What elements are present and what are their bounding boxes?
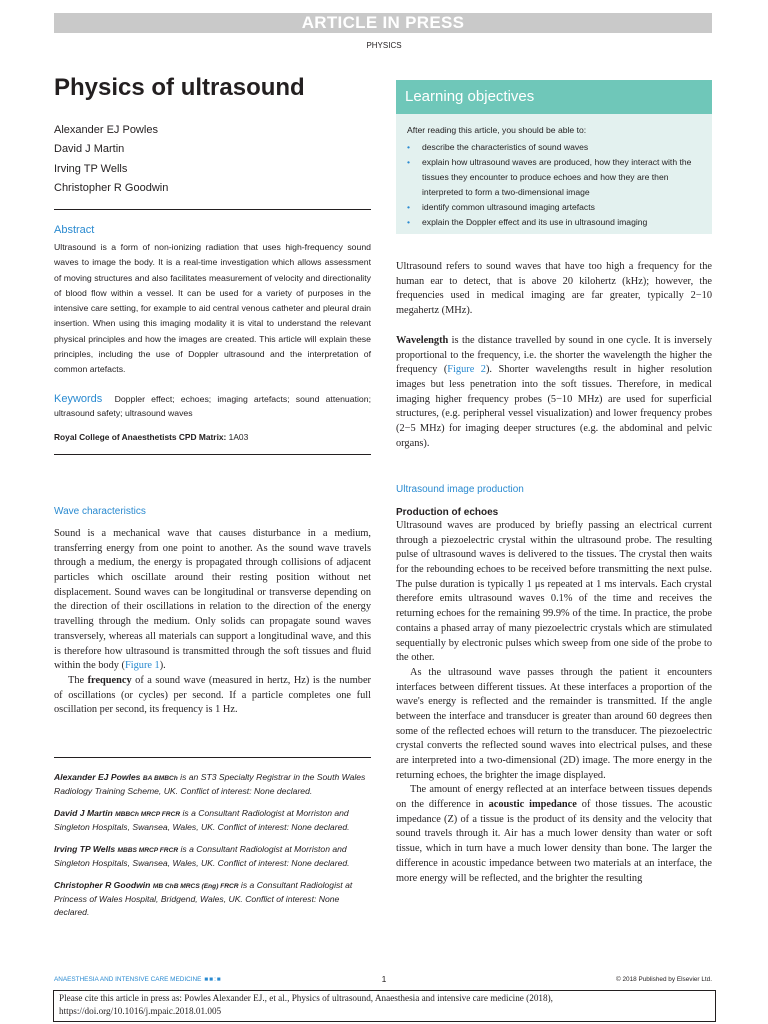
bullet-icon: • <box>407 202 411 212</box>
text-span: The amount of energy reflected at an interface between tissues depends on the difference in <box>396 784 712 811</box>
divider <box>54 209 371 210</box>
intro-paragraph <box>396 260 712 319</box>
author-bios <box>54 771 371 928</box>
keywords <box>54 392 371 420</box>
cpd-matrix <box>54 432 248 442</box>
divider <box>54 454 371 455</box>
banner-text: ARTICLE IN PRESS <box>301 13 465 32</box>
objective-item <box>407 155 707 200</box>
cpd-value: 1A03 <box>228 432 249 442</box>
citation-box: Please cite this article in press as: Powles Alexander EJ., et al., Physics of ultrasound, Anaesthesia and intensive care medicine (2018), https://doi.org/10.1016/j.mpaic.2018.01.005 <box>53 990 716 1022</box>
paragraph <box>396 783 712 886</box>
paragraph <box>396 334 712 452</box>
objective-text: explain the Doppler effect and its use in ultrasound imaging <box>422 217 648 227</box>
bio-credentials: MB ChB MRCS (Eng) FRCR <box>152 883 239 890</box>
bullet-icon: • <box>407 157 411 167</box>
bio-text: is a Consultant Radiologist at Morriston and Singleton Hospitals, Swansea, Wales, UK. Conflict of interest: None declared. <box>54 844 350 868</box>
image-production-heading: Ultrasound image production <box>396 484 524 495</box>
keywords-label: Keywords <box>54 393 103 405</box>
cpd-label: Royal College of Anaesthetists CPD Matrix: <box>54 432 227 442</box>
text-span: of a sound wave (measured in hertz, Hz) is the number of oscillations (or cycles) per second. If a particle completes one full oscillation per second, its frequency is 1 Hz. <box>54 674 371 716</box>
bio-credentials: MBBS MRCP FRCR <box>117 847 179 854</box>
paragraph: Ultrasound refers to sound waves that have too high a frequency for the human ear to detect, that is above 20 kilohertz (kHz); however, the frequencies used in medical imaging are far greater, typically 2−10 megahertz (MHz). <box>396 261 712 317</box>
production-of-echoes-heading: Production of echoes <box>396 507 499 518</box>
text-span: ). Shorter wavelengths result in higher resolution images but less penetration into the soft tissues. Therefore, in medical imaging higher frequency probes (5−10 MHz) are used for superficial structures, (e.g. peripheral vessel visualization) and lower frequency probes (2−5 MHz) for imaging deeper structures (e.g. the abdominal and pelvic organs). <box>396 364 712 449</box>
learning-objectives-intro: After reading this article, you should be able to: <box>407 125 587 135</box>
divider <box>54 757 371 758</box>
echoes-body <box>396 519 712 886</box>
text-span: is the distance travelled by sound in one cycle. It is inversely proportional to the frequency, i.e. the shorter the wavelength the higher the frequency ( <box>396 335 712 376</box>
bold-term: Wavelength <box>396 335 449 346</box>
bio-name: Irving TP Wells <box>54 844 116 854</box>
author-bio <box>54 843 371 870</box>
learning-objectives-list <box>407 140 707 230</box>
text-span: ). <box>159 660 166 672</box>
bio-credentials: BA BMBCh <box>142 775 178 782</box>
author-name: Christopher R Goodwin <box>54 181 169 194</box>
author-name: Irving TP Wells <box>54 162 128 175</box>
author-bio <box>54 807 371 834</box>
learning-objectives-title: Learning objectives <box>405 88 535 105</box>
wave-characteristics-body <box>54 527 371 718</box>
figure-2-link[interactable]: Figure 2 <box>447 364 486 376</box>
bold-term: frequency <box>87 674 132 686</box>
paragraph <box>54 674 371 718</box>
objective-item <box>407 215 707 230</box>
author-list <box>54 121 168 198</box>
abstract-heading: Abstract <box>54 224 95 236</box>
paragraph <box>54 527 371 674</box>
abstract-text: Ultrasound is a form of non-ionizing radiation that uses high-frequency sound waves to image the body. It is a real-time investigation which allows assessment of moving structures and also facilitates measurement of velocity and directionality of blood flow within a vessel. It can be used for a variety of purposes in the intensive care setting, for example to aid central venous catheter and pleural drain insertion. When using this imaging modality it is vital to understand the relevant physical principles and how the images are created. This article will explain these principles, including the use of Doppler ultrasound and the interpretation of common artefacts. <box>54 242 371 375</box>
objective-text: identify common ultrasound imaging artefacts <box>422 202 595 212</box>
figure-1-link[interactable]: Figure 1 <box>124 660 160 672</box>
objective-item <box>407 140 707 155</box>
bio-text: is a Consultant Radiologist at Princess of Wales Hospital, Bridgend, Wales, UK. Conflict of interest: None declared. <box>54 880 353 917</box>
bio-name: David J Martin <box>54 808 113 818</box>
bio-name: Christopher R Goodwin <box>54 880 151 890</box>
author-name: Alexander EJ Powles <box>54 124 158 136</box>
text-span: of those tissues. The acoustic impedance (Z) of a tissue is the product of its density and the velocity that sound travels through it. Air has a much lower density than water or soft tissue, which in turn have a much lower density than bone. The larger the difference in acoustic impedance between two materials at an interface, the more energy will be reflected, and the brighter the resulting <box>396 799 713 884</box>
author-name: David J Martin <box>54 143 125 156</box>
wavelength-paragraph <box>396 334 712 452</box>
learning-objectives-box <box>396 80 712 234</box>
copyright: © 2018 Published by Elsevier Ltd. <box>615 976 712 983</box>
author-bio <box>54 879 371 919</box>
wave-characteristics-heading: Wave characteristics <box>54 506 146 517</box>
article-title: Physics of ultrasound <box>54 74 305 101</box>
bio-name: Alexander EJ Powles <box>54 772 141 782</box>
text-span: The <box>68 674 88 686</box>
bullet-icon: • <box>407 142 411 152</box>
article-in-press-banner <box>54 13 712 33</box>
page-number: 1 <box>381 974 387 984</box>
bio-credentials: MBBCh MRCP FRCR <box>115 811 181 818</box>
learning-objectives-header <box>396 80 712 114</box>
objective-item <box>407 200 707 215</box>
issue-squares-icon: ■■:■ <box>204 976 222 983</box>
objective-text: explain how ultrasound waves are produced, how they interact with the tissues they encounter to produce echoes and how they are then interpreted to form a two-dimensional image <box>422 157 692 197</box>
author-bio <box>54 771 371 798</box>
paragraph: Ultrasound waves are produced by briefly passing an electrical current through a piezoelectric crystal within the ultrasound probe. The resulting pulse of ultrasound waves is delivered to the tissues. The crystal then waits for the rebounding echoes to be received before transmitting the next pulse. The pulse duration is typically 1 μs repeated at 1 ms intervals. Each crystal therefore emits ultrasound waves 0.1% of the time and receives the returning echoes for the remaining 99.9% of the time. In practice, the probe contains a phased array of many piezoelectric crystals which are stimulated sequentially by electronic pulses which sweep from one side of the probe to the other. <box>396 520 712 664</box>
journal-text: ANAESTHESIA AND INTENSIVE CARE MEDICINE <box>54 976 202 983</box>
paragraph: As the ultrasound wave passes through the patient it encounters interfaces between different tissues. At these interfaces a proportion of the wave's energy is reflected and the remainder is transmitted. If the angle between the interface and transducer is greater than around 60 degrees then some of the reflected echoes will return to the transducer. The piezoelectric crystal converts the reflected sound waves into electrical pulses, and these are interpreted into a two-dimensional (2D) image. The more energy in the returning echoes, the brighter the image displayed. <box>396 666 712 781</box>
bullet-icon: • <box>407 217 411 227</box>
text-span: Sound is a mechanical wave that causes disturbance in a medium, transferring energy from one point to another. As the sound wave travels through a medium, the energy is propagated through collisions of adjacent particles which oscillate around their resting position without net displacement. Sound waves can be longitudinal or transverse depending on the direction of their oscillations in relation to the direction of the energy travelling through the medium. Only solids can propagate sound waves transversely, whereas all materials can support a longitudinal wave, and this is therefore how ultrasound is transmitted through the soft tissues and fluid within the body ( <box>54 528 371 672</box>
bold-term: acoustic impedance <box>488 799 577 811</box>
objective-text: describe the characteristics of sound waves <box>422 142 589 152</box>
section-label: PHYSICS <box>366 41 402 50</box>
keywords-text: Doppler effect; echoes; imaging artefacts; sound attenuation; ultrasound safety; ultrasound waves <box>54 394 371 418</box>
bio-text: is a Consultant Radiologist at Morriston and Singleton Hospitals, Swansea, Wales, UK. Conflict of interest: None declared. <box>54 808 350 832</box>
bio-text: is an ST3 Specialty Registrar in the South Wales Radiology Training Scheme, UK. Conflict of interest: None declared. <box>54 772 366 796</box>
